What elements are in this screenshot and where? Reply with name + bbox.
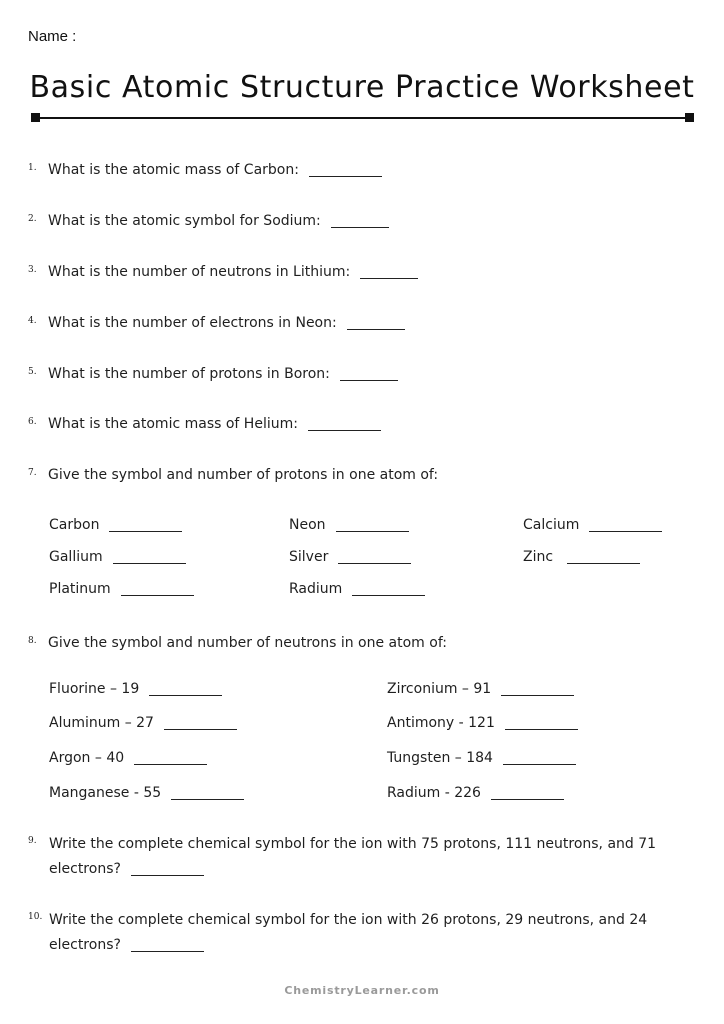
- element-label: Manganese - 55: [49, 785, 162, 801]
- answer-blank[interactable]: [113, 549, 186, 564]
- answer-blank[interactable]: [360, 264, 418, 279]
- title-rule: [36, 117, 689, 119]
- element-label: Aluminum – 27: [49, 715, 154, 731]
- q8-item-fluorine: [49, 679, 222, 699]
- question-text: Give the symbol and number of protons in one atom of:: [48, 467, 439, 483]
- answer-blank[interactable]: [131, 937, 204, 952]
- answer-blank[interactable]: [134, 750, 207, 765]
- answer-blank[interactable]: [491, 785, 564, 800]
- answer-blank[interactable]: [164, 715, 237, 730]
- q8-item-manganese: [49, 783, 244, 803]
- q8-item-argon: [49, 748, 207, 768]
- question-number: 1.: [28, 163, 37, 173]
- rule-right-end: [685, 113, 694, 122]
- question-number: 8.: [28, 636, 37, 646]
- answer-blank[interactable]: [171, 785, 244, 800]
- question-8: [28, 629, 447, 656]
- element-label: Tungsten – 184: [387, 750, 493, 766]
- question-9: [49, 832, 699, 882]
- element-label: Neon: [289, 517, 326, 533]
- question-6: [28, 410, 381, 437]
- question-number: 2.: [28, 214, 37, 224]
- answer-blank[interactable]: [347, 315, 405, 330]
- question-number: 4.: [28, 316, 37, 326]
- q8-item-radium: [387, 783, 564, 803]
- question-number: 3.: [28, 265, 37, 275]
- q8-item-tungsten: [387, 748, 576, 768]
- question-10: [49, 908, 699, 958]
- q8-item-antimony: [387, 713, 578, 733]
- element-label: Calcium: [523, 517, 580, 533]
- question-text: What is the atomic mass of Carbon:: [48, 162, 299, 178]
- question-text: What is the number of protons in Boron:: [48, 366, 330, 382]
- q7-item-neon: [289, 515, 409, 535]
- q7-item-zinc: [523, 547, 640, 567]
- element-label: Carbon: [49, 517, 100, 533]
- answer-blank[interactable]: [567, 549, 640, 564]
- q8-item-zirconium: [387, 679, 574, 699]
- worksheet-title: Basic Atomic Structure Practice Worksheet: [29, 70, 695, 105]
- question-text: What is the atomic mass of Helium:: [48, 416, 298, 432]
- answer-blank[interactable]: [308, 416, 381, 431]
- answer-blank[interactable]: [331, 213, 389, 228]
- question-text: Write the complete chemical symbol for the ion with 26 protons, 29 neutrons, and 24 electrons?: [49, 912, 648, 953]
- question-text: Write the complete chemical symbol for the ion with 75 protons, 111 neutrons, and 71 electrons?: [49, 836, 657, 877]
- footer-site-credit: ChemistryLearner.com: [284, 984, 440, 997]
- element-label: Antimony - 121: [387, 715, 495, 731]
- question-number: 7.: [28, 468, 37, 478]
- q8-item-aluminum: [49, 713, 237, 733]
- answer-blank[interactable]: [309, 162, 382, 177]
- element-label: Radium: [289, 581, 343, 597]
- question-text: What is the number of neutrons in Lithium:: [48, 264, 351, 280]
- element-label: Zirconium – 91: [387, 681, 492, 697]
- element-label: Zinc: [523, 549, 554, 565]
- question-7: [28, 461, 438, 488]
- question-5: [28, 360, 398, 387]
- element-label: Platinum: [49, 581, 111, 597]
- question-number: 6.: [28, 417, 37, 427]
- answer-blank[interactable]: [131, 861, 204, 876]
- question-text: What is the atomic symbol for Sodium:: [48, 213, 321, 229]
- name-label: Name :: [28, 28, 77, 45]
- element-label: Argon – 40: [49, 750, 125, 766]
- question-text: What is the number of electrons in Neon:: [48, 315, 337, 331]
- answer-blank[interactable]: [338, 549, 411, 564]
- question-number: 5.: [28, 367, 37, 377]
- question-2: [28, 207, 389, 234]
- q7-item-calcium: [523, 515, 662, 535]
- answer-blank[interactable]: [505, 715, 578, 730]
- answer-blank[interactable]: [501, 681, 574, 696]
- q7-item-radium: [289, 579, 425, 599]
- element-label: Gallium: [49, 549, 103, 565]
- question-3: [28, 258, 418, 285]
- q7-item-platinum: [49, 579, 194, 599]
- question-10-number: 10.: [28, 912, 43, 922]
- q7-item-silver: [289, 547, 411, 567]
- rule-left-end: [31, 113, 40, 122]
- question-4: [28, 309, 405, 336]
- element-label: Silver: [289, 549, 329, 565]
- answer-blank[interactable]: [352, 581, 425, 596]
- question-1: [28, 156, 382, 183]
- element-label: Radium - 226: [387, 785, 481, 801]
- answer-blank[interactable]: [121, 581, 194, 596]
- question-9-number: 9.: [28, 836, 37, 846]
- answer-blank[interactable]: [109, 517, 182, 532]
- answer-blank[interactable]: [340, 366, 398, 381]
- answer-blank[interactable]: [149, 681, 222, 696]
- answer-blank[interactable]: [503, 750, 576, 765]
- question-text: Give the symbol and number of neutrons in one atom of:: [48, 635, 447, 651]
- q7-item-carbon: [49, 515, 182, 535]
- answer-blank[interactable]: [589, 517, 662, 532]
- answer-blank[interactable]: [336, 517, 409, 532]
- q7-item-gallium: [49, 547, 186, 567]
- element-label: Fluorine – 19: [49, 681, 140, 697]
